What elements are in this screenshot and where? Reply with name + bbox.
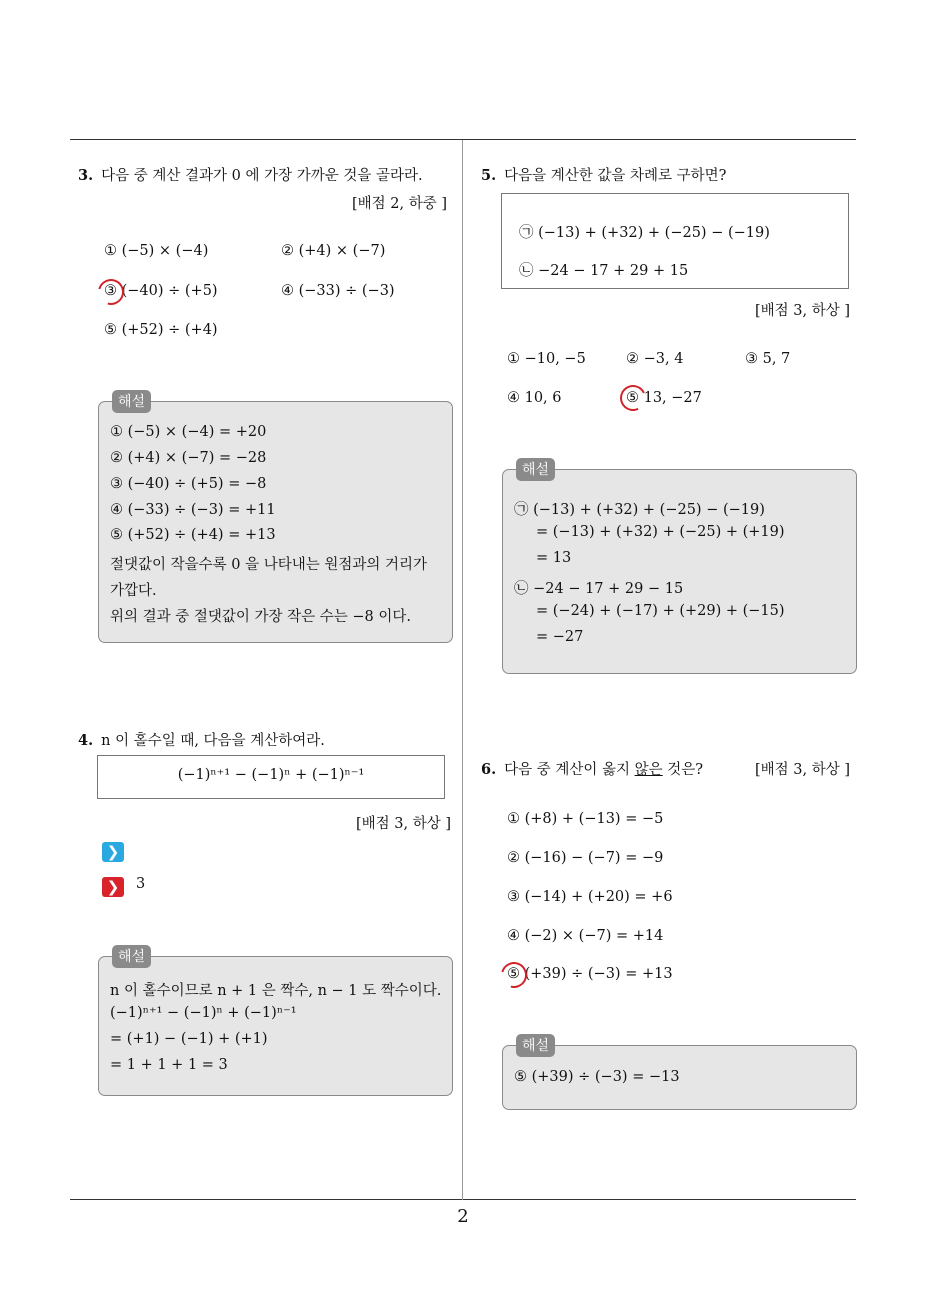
q5-solution-line: = (−24) + (−17) + (+29) + (−15): [536, 603, 785, 619]
q6-solution-box: [502, 1045, 857, 1110]
q4-solution-line: = (+1) − (−1) + (+1): [110, 1031, 268, 1047]
q6-solution-line: ⑤ (+39) ÷ (−3) = −13: [514, 1069, 680, 1085]
q3-solution-line: ② (+4) × (−7) = −28: [110, 450, 267, 466]
q6-score: [배점 3, 하상 ]: [755, 762, 851, 778]
q6-option-3[interactable]: ③ (−14) + (+20) = +6: [507, 889, 673, 905]
q6-text-before: 다음 중 계산이 옳지: [504, 762, 635, 778]
q6-question: [481, 758, 703, 779]
q3-option-3[interactable]: ③ (−40) ÷ (+5): [104, 283, 218, 299]
q3-number: 3.: [78, 167, 94, 184]
q5-number: 5.: [481, 167, 497, 184]
q5-option-2[interactable]: ② −3, 4: [626, 351, 684, 367]
q3-solution-line: 가깝다.: [110, 583, 157, 599]
q6-answer-mark-icon: [496, 957, 532, 993]
q3-score: [배점 2, 하중 ]: [352, 196, 448, 212]
q3-solution-line: ① (−5) × (−4) = +20: [110, 424, 267, 440]
q5-solution-line: ㉡ −24 − 17 + 29 − 15: [514, 581, 684, 597]
q6-text-underlined: 않은: [634, 762, 663, 778]
q4-solution-tag: 해설: [112, 945, 151, 968]
q4-solution-box: [98, 956, 453, 1096]
q6-option-5[interactable]: ⑤ (+39) ÷ (−3) = +13: [507, 966, 673, 982]
q6-number: 6.: [481, 761, 497, 778]
q4-expression: (−1)ⁿ⁺¹ − (−1)ⁿ + (−1)ⁿ⁻¹: [177, 767, 365, 783]
q4-solution-line: n 이 홀수이므로 n + 1 은 짝수, n − 1 도 짝수이다.: [110, 983, 442, 999]
q5-solution-box: [502, 469, 857, 674]
q5-option-3[interactable]: ③ 5, 7: [745, 351, 791, 367]
q6-option-1[interactable]: ① (+8) + (−13) = −5: [507, 811, 664, 827]
q4-text: n 이 홀수일 때, 다음을 계산하여라.: [101, 733, 325, 749]
q5-solution-tag: 해설: [516, 458, 555, 481]
q3-text: 다음 중 계산 결과가 0 에 가장 가까운 것을 골라라.: [101, 168, 423, 184]
top-rule: [70, 139, 856, 140]
q5-question: [481, 164, 726, 185]
q5-solution-line: = 13: [536, 550, 572, 566]
q4-number: 4.: [78, 732, 94, 749]
q3-question: [78, 164, 423, 185]
q3-solution-tag: 해설: [112, 390, 151, 413]
q3-option-2[interactable]: ② (+4) × (−7): [281, 243, 386, 259]
q3-option-4[interactable]: ④ (−33) ÷ (−3): [281, 283, 395, 299]
q5-expression-box: [501, 193, 849, 289]
q5-expression-b: ㉡ −24 − 17 + 29 + 15: [519, 263, 689, 279]
q3-option-1[interactable]: ① (−5) × (−4): [104, 243, 209, 259]
q5-option-1[interactable]: ① −10, −5: [507, 351, 586, 367]
column-divider: [462, 140, 463, 1200]
answer-arrow-icon: ❯: [102, 877, 124, 897]
q6-solution-tag: 해설: [516, 1034, 555, 1057]
q3-solution-box: [98, 401, 453, 643]
q4-solution-line: (−1)ⁿ⁺¹ − (−1)ⁿ + (−1)ⁿ⁻¹: [110, 1005, 297, 1021]
q5-text: 다음을 계산한 값을 차례로 구하면?: [504, 168, 727, 184]
q3-solution-line: ④ (−33) ÷ (−3) = +11: [110, 502, 276, 518]
bottom-rule: [70, 1199, 856, 1200]
q5-option-4[interactable]: ④ 10, 6: [507, 390, 562, 406]
q4-expression-box: [97, 755, 445, 799]
q3-solution-line: 위의 결과 중 절댓값이 가장 작은 수는 −8 이다.: [110, 609, 411, 625]
q6-text-after: 것은?: [662, 762, 704, 778]
q5-answer-mark-icon: [616, 381, 649, 414]
q3-option-5[interactable]: ⑤ (+52) ÷ (+4): [104, 322, 218, 338]
q3-solution-line: 절댓값이 작을수록 0 을 나타내는 원점과의 거리가: [110, 557, 428, 573]
q4-solution-line: = 1 + 1 + 1 = 3: [110, 1057, 228, 1073]
page-number: 2: [457, 1206, 469, 1227]
q6-option-4[interactable]: ④ (−2) × (−7) = +14: [507, 928, 664, 944]
q3-answer-mark-icon: [93, 274, 129, 310]
q5-option-5[interactable]: ⑤ 13, −27: [626, 390, 702, 406]
q3-solution-line: ⑤ (+52) ÷ (+4) = +13: [110, 527, 276, 543]
q5-solution-line: ㉠ (−13) + (+32) + (−25) − (−19): [514, 502, 765, 518]
q5-solution-line: = −27: [536, 629, 584, 645]
answer-input-arrow-icon[interactable]: ❯: [102, 842, 124, 862]
q4-score: [배점 3, 하상 ]: [356, 816, 452, 832]
q4-answer: 3: [136, 876, 146, 892]
q5-expression-a: ㉠ (−13) + (+32) + (−25) − (−19): [519, 225, 770, 241]
q3-solution-line: ③ (−40) ÷ (+5) = −8: [110, 476, 267, 492]
q5-score: [배점 3, 하상 ]: [755, 303, 851, 319]
q4-question: [78, 729, 325, 750]
q5-solution-line: = (−13) + (+32) + (−25) + (+19): [536, 524, 785, 540]
q6-option-2[interactable]: ② (−16) − (−7) = −9: [507, 850, 664, 866]
